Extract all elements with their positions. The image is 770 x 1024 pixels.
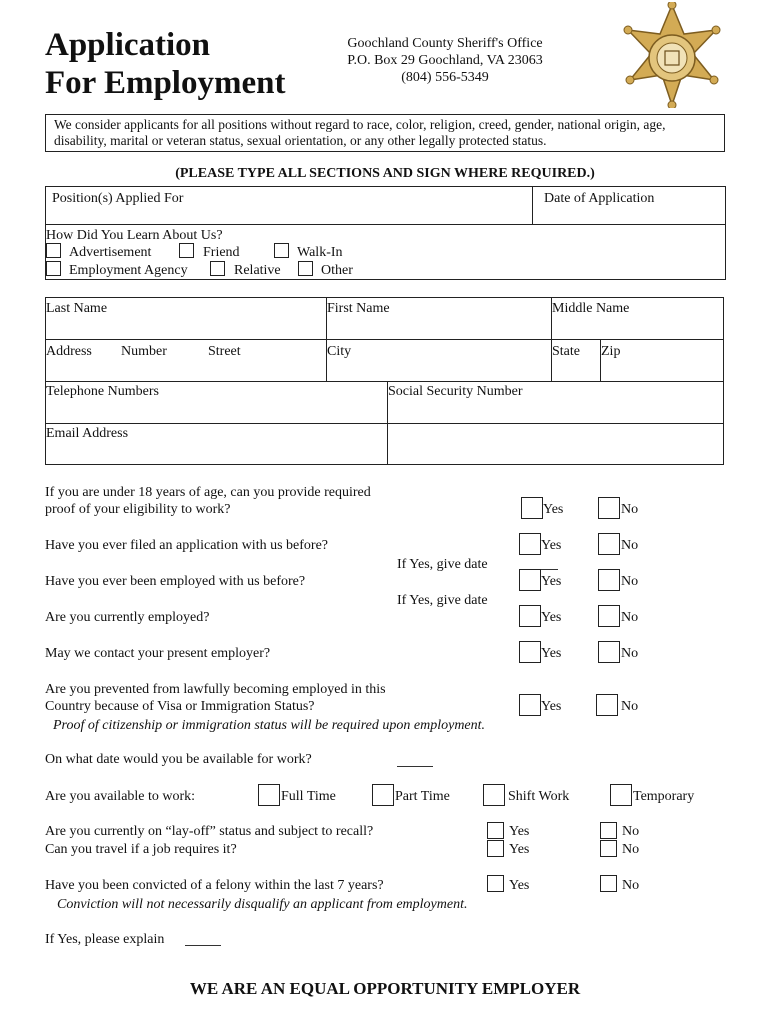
instruction: (PLEASE TYPE ALL SECTIONS AND SIGN WHERE REQUIRED.) — [175, 166, 595, 181]
email-label: Email Address — [46, 426, 129, 441]
available-date-input[interactable] — [397, 766, 433, 767]
office-address: P.O. Box 29 Goochland, VA 23063 — [347, 53, 543, 68]
office-name: Goochland County Sheriff's Office — [347, 36, 543, 51]
employed-before-question: Have you ever been employed with us before? — [45, 574, 306, 589]
travel-yes-checkbox[interactable] — [487, 840, 504, 857]
under18-question — [45, 484, 371, 518]
equal-opportunity-notice — [45, 114, 725, 152]
under18-yes-label: Yes — [543, 502, 564, 517]
employed-before-yes-label: Yes — [541, 574, 562, 589]
under18-no-checkbox[interactable] — [598, 497, 620, 519]
prevented-yes-label: Yes — [541, 699, 562, 714]
contact-no-label: No — [621, 646, 639, 661]
explain-input[interactable] — [185, 945, 221, 946]
first-name-label: First Name — [327, 301, 390, 316]
city-input[interactable] — [328, 360, 548, 379]
available-to-work-question: Are you available to work: — [45, 789, 196, 804]
layoff-yes-checkbox[interactable] — [487, 822, 504, 839]
travel-yes-label: Yes — [509, 842, 530, 857]
under18-line-2: proof of your eligibility to work? — [45, 502, 231, 517]
layoff-yes-label: Yes — [509, 824, 530, 839]
number-label: Number — [121, 344, 167, 359]
address-input[interactable] — [47, 360, 323, 379]
prevented-question — [45, 681, 386, 715]
felony-yes-checkbox[interactable] — [487, 875, 504, 892]
walk-in-checkbox[interactable] — [274, 243, 289, 258]
contact-no-checkbox[interactable] — [598, 641, 620, 663]
employed-before-no-label: No — [621, 574, 639, 589]
temporary-checkbox[interactable] — [610, 784, 632, 806]
temporary-label: Temporary — [633, 789, 695, 804]
filed-yes-checkbox[interactable] — [519, 533, 541, 555]
email-extra-field[interactable] — [389, 426, 722, 462]
filed-before-question: Have you ever filed an application with us before? — [45, 538, 329, 553]
relative-checkbox[interactable] — [210, 261, 225, 276]
first-name-input[interactable] — [328, 318, 548, 337]
zip-input[interactable] — [602, 360, 722, 379]
filed-no-label: No — [621, 538, 639, 553]
date-label: Date of Application — [544, 191, 655, 206]
contact-yes-checkbox[interactable] — [519, 641, 541, 663]
prevented-line-2: Country because of Visa or Immigration Status? — [45, 699, 315, 714]
travel-no-label: No — [622, 842, 640, 857]
relative-label: Relative — [234, 263, 281, 278]
under18-no-label: No — [621, 502, 639, 517]
part-time-checkbox[interactable] — [372, 784, 394, 806]
middle-name-label: Middle Name — [552, 301, 630, 316]
office-phone: (804) 556-5349 — [401, 70, 489, 85]
title-line-2: For Employment — [45, 65, 286, 101]
sheriff-star-badge-icon — [620, 2, 724, 108]
employed-before-yes-checkbox[interactable] — [519, 569, 541, 591]
contact-employer-question: May we contact your present employer? — [45, 646, 271, 661]
full-time-label: Full Time — [281, 789, 336, 804]
explain-label: If Yes, please explain — [45, 932, 165, 947]
last-name-input[interactable] — [47, 318, 323, 337]
currently-employed-no-label: No — [621, 610, 639, 625]
proof-note: Proof of citizenship or immigration status will be required upon employment. — [53, 718, 486, 733]
available-date-question: On what date would you be available for work? — [45, 752, 312, 767]
felony-question: Have you been convicted of a felony within the last 7 years? — [45, 878, 384, 893]
under18-line-1: If you are under 18 years of age, can you provide required — [45, 485, 371, 500]
currently-employed-yes-label: Yes — [541, 610, 562, 625]
friend-label: Friend — [203, 245, 240, 260]
advertisement-label: Advertisement — [69, 245, 152, 260]
title-line-1: Application — [45, 27, 211, 63]
email-input[interactable] — [47, 443, 384, 462]
felony-yes-label: Yes — [509, 878, 530, 893]
felony-no-label: No — [622, 878, 640, 893]
employment-agency-label: Employment Agency — [69, 263, 188, 278]
travel-no-checkbox[interactable] — [600, 840, 617, 857]
notice-text: We consider applicants for all positions without regard to race, color, religion, creed, gender, national origin, age, disability, marital or veteran status, sexual orientation, or any other legally protected status. — [54, 117, 666, 148]
state-input[interactable] — [553, 360, 598, 379]
last-name-label: Last Name — [46, 301, 108, 316]
currently-employed-question: Are you currently employed? — [45, 610, 210, 625]
currently-employed-yes-checkbox[interactable] — [519, 605, 541, 627]
prevented-line-1: Are you prevented from lawfully becoming employed in this — [45, 682, 386, 697]
part-time-label: Part Time — [395, 789, 450, 804]
ssn-input[interactable] — [389, 401, 722, 420]
filed-yes-label: Yes — [541, 538, 562, 553]
footer-equal-opportunity: WE ARE AN EQUAL OPPORTUNITY EMPLOYER — [189, 979, 581, 998]
street-label: Street — [208, 344, 241, 359]
contact-yes-label: Yes — [541, 646, 562, 661]
telephone-input[interactable] — [47, 401, 384, 420]
office-info — [320, 35, 570, 86]
advertisement-checkbox[interactable] — [46, 243, 61, 258]
felony-no-checkbox[interactable] — [600, 875, 617, 892]
layoff-no-checkbox[interactable] — [600, 822, 617, 839]
currently-employed-no-checkbox[interactable] — [598, 605, 620, 627]
employment-agency-checkbox[interactable] — [46, 261, 61, 276]
under18-yes-checkbox[interactable] — [521, 497, 543, 519]
ssn-label: Social Security Number — [388, 384, 523, 399]
learn-label: How Did You Learn About Us? — [46, 228, 223, 243]
friend-checkbox[interactable] — [179, 243, 194, 258]
zip-label: Zip — [601, 344, 621, 359]
conviction-note: Conviction will not necessarily disqualify an applicant from employment. — [57, 897, 468, 912]
layoff-question: Are you currently on “lay-off” status and subject to recall? — [45, 824, 374, 839]
prevented-no-checkbox[interactable] — [596, 694, 618, 716]
page-title — [45, 26, 285, 102]
layoff-no-label: No — [622, 824, 640, 839]
full-time-checkbox[interactable] — [258, 784, 280, 806]
employed-before-no-checkbox[interactable] — [598, 569, 620, 591]
state-label: State — [552, 344, 580, 359]
other-label: Other — [321, 263, 353, 278]
filed-date-label: If Yes, give date — [397, 557, 488, 572]
shift-work-label: Shift Work — [508, 789, 570, 804]
shift-work-checkbox[interactable] — [483, 784, 505, 806]
position-label: Position(s) Applied For — [52, 191, 184, 206]
filed-no-checkbox[interactable] — [598, 533, 620, 555]
employed-date-label: If Yes, give date — [397, 593, 488, 608]
position-input[interactable] — [52, 205, 522, 222]
date-input[interactable] — [544, 205, 719, 222]
prevented-no-label: No — [621, 699, 639, 714]
walk-in-label: Walk-In — [297, 245, 343, 260]
travel-question: Can you travel if a job requires it? — [45, 842, 237, 857]
other-checkbox[interactable] — [298, 261, 313, 276]
prevented-yes-checkbox[interactable] — [519, 694, 541, 716]
telephone-label: Telephone Numbers — [46, 384, 159, 399]
address-label: Address — [46, 344, 92, 359]
city-label: City — [327, 344, 352, 359]
middle-name-input[interactable] — [553, 318, 721, 337]
